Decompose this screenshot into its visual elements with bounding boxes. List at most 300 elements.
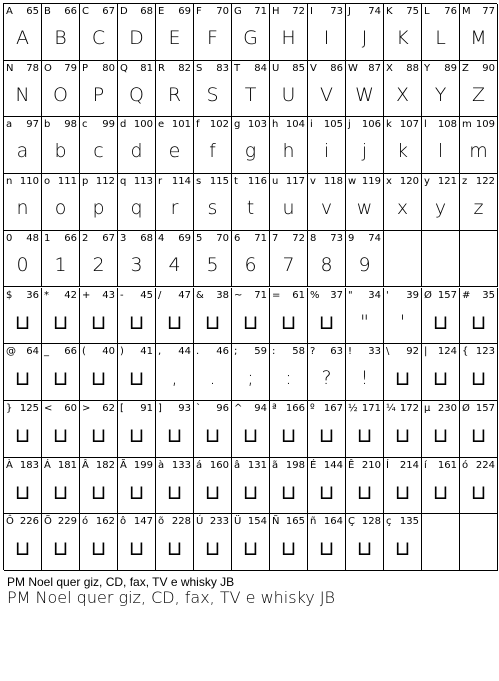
char-cell: [422, 174, 460, 231]
char-label: [386, 403, 419, 415]
char-label: [234, 233, 267, 245]
char-code: 41: [140, 346, 153, 358]
char-code: 76: [444, 6, 457, 17]
char-code: 109: [475, 119, 495, 131]
char-cell: [4, 4, 42, 61]
char-key: +: [82, 289, 91, 301]
char-glyph: g: [244, 140, 257, 163]
char-code: 107: [399, 119, 419, 131]
char-cell: [422, 288, 460, 345]
char-cell: [308, 514, 346, 571]
char-label: [196, 290, 229, 302]
char-glyph: E: [168, 27, 181, 49]
char-glyph: f: [209, 140, 216, 163]
char-label: [82, 403, 115, 415]
char-glyph: ⊔: [204, 422, 221, 447]
char-cell: [232, 117, 270, 174]
char-label: [196, 460, 229, 472]
char-glyph: I: [323, 27, 330, 49]
char-key: µ: [424, 402, 431, 414]
char-glyph: w: [356, 197, 373, 220]
char-cell: [308, 61, 346, 118]
char-key: F: [196, 6, 202, 17]
char-code: 61: [292, 289, 305, 301]
char-glyph: 7: [282, 253, 295, 276]
char-key: X: [386, 62, 393, 74]
char-key: Y: [424, 62, 431, 74]
char-key: Ú: [196, 516, 204, 528]
char-label: [310, 176, 343, 188]
char-cell: [460, 117, 498, 174]
char-cell: [194, 174, 232, 231]
char-glyph: R: [167, 83, 182, 106]
char-cell: [194, 514, 232, 571]
char-cell: [4, 458, 42, 515]
char-code: 133: [171, 459, 191, 471]
char-glyph: ⊔: [432, 309, 449, 334]
char-code: 99: [102, 119, 115, 131]
char-glyph: ?: [321, 367, 332, 390]
char-cell: [232, 401, 270, 458]
char-key: &: [196, 289, 204, 301]
char-code: 84: [254, 62, 267, 74]
char-key: Ê: [348, 459, 355, 471]
char-glyph: q: [130, 197, 143, 220]
char-label: [386, 233, 419, 245]
char-code: 214: [399, 459, 419, 471]
char-label: [120, 233, 153, 245]
char-code: 167: [323, 402, 343, 414]
char-key: Ã: [120, 459, 127, 471]
char-label: [348, 63, 381, 75]
char-glyph: [384, 248, 421, 282]
char-key: 6: [234, 232, 241, 244]
char-label: [272, 6, 305, 18]
char-label: [120, 346, 153, 358]
char-code: 79: [64, 62, 77, 74]
char-code: 75: [406, 6, 419, 17]
char-label: [234, 119, 267, 131]
char-label: [196, 119, 229, 131]
char-cell: [4, 401, 42, 458]
char-label: [6, 233, 39, 245]
char-label: [386, 6, 419, 18]
char-key: =: [272, 289, 281, 301]
char-cell: [422, 514, 460, 571]
char-key: q: [120, 176, 127, 188]
char-cell: [422, 117, 460, 174]
char-label: [82, 290, 115, 302]
char-code: 89: [444, 62, 457, 74]
char-key: É: [310, 459, 317, 471]
char-label: [6, 403, 39, 415]
char-code: 162: [95, 516, 115, 528]
char-key: H: [272, 6, 280, 17]
char-glyph: [460, 248, 497, 282]
char-key: Â: [82, 459, 89, 471]
char-key: 4: [158, 232, 165, 244]
char-glyph: ⊔: [470, 422, 487, 447]
char-code: 74: [368, 6, 381, 17]
char-glyph: N: [15, 83, 30, 106]
char-glyph: ⊔: [394, 366, 411, 391]
char-cell: [118, 117, 156, 174]
char-glyph: B: [54, 27, 67, 49]
char-code: 224: [475, 459, 495, 471]
char-code: 135: [399, 516, 419, 528]
char-code: 86: [330, 62, 343, 74]
char-glyph: ⊔: [128, 309, 145, 334]
char-cell: [156, 514, 194, 571]
char-key: a: [6, 119, 13, 131]
char-label: [424, 290, 457, 302]
char-key: S: [196, 62, 203, 74]
char-label: [272, 403, 305, 415]
char-key: f: [196, 119, 200, 131]
char-cell: [4, 61, 42, 118]
char-label: [234, 346, 267, 358]
char-glyph: L: [435, 27, 446, 49]
char-code: 229: [57, 516, 77, 528]
char-label: [424, 403, 457, 415]
char-cell: [346, 514, 384, 571]
char-code: 71: [254, 289, 267, 301]
char-label: [120, 516, 153, 528]
char-label: [348, 233, 381, 245]
char-label: [196, 346, 229, 358]
char-code: 34: [368, 289, 381, 301]
char-glyph: 3: [130, 253, 143, 276]
char-cell: [80, 117, 118, 174]
char-glyph: y: [434, 197, 447, 220]
char-key: G: [234, 6, 242, 17]
char-code: 43: [102, 289, 115, 301]
char-glyph: a: [16, 140, 29, 163]
char-key: b: [44, 119, 51, 131]
char-cell: [118, 231, 156, 288]
char-label: [82, 516, 115, 528]
char-cell: [384, 61, 422, 118]
char-cell: [270, 4, 308, 61]
char-label: [196, 6, 229, 18]
char-key: `: [196, 402, 201, 414]
char-key: d: [120, 119, 127, 131]
char-label: [158, 460, 191, 472]
char-code: 161: [437, 459, 457, 471]
char-glyph: ⊔: [470, 366, 487, 391]
char-code: 100: [133, 119, 153, 131]
char-key: x: [386, 176, 392, 188]
char-key: l: [424, 119, 427, 131]
char-cell: [156, 344, 194, 401]
char-label: [82, 346, 115, 358]
char-glyph: T: [244, 83, 257, 106]
char-glyph: ⊔: [14, 309, 31, 334]
char-glyph: :: [285, 367, 292, 390]
char-key: ç: [386, 516, 392, 528]
char-label: [196, 176, 229, 188]
char-key: Z: [462, 62, 469, 74]
char-cell: [270, 514, 308, 571]
char-cell: [42, 288, 80, 345]
char-code: 108: [437, 119, 457, 131]
char-code: 87: [368, 62, 381, 74]
char-code: 72: [292, 232, 305, 244]
char-glyph: .: [209, 367, 216, 390]
char-glyph: ': [399, 310, 406, 333]
char-label: [120, 63, 153, 75]
char-glyph: ⊔: [90, 422, 107, 447]
char-cell: [422, 458, 460, 515]
char-key: ;: [234, 346, 238, 358]
char-cell: [422, 61, 460, 118]
char-cell: [384, 231, 422, 288]
char-label: [82, 6, 115, 18]
char-label: [6, 63, 39, 75]
char-label: [462, 119, 495, 131]
char-code: 69: [178, 6, 191, 17]
char-key: I: [310, 6, 313, 17]
char-code: 74: [368, 232, 381, 244]
char-cell: [118, 174, 156, 231]
char-label: [272, 346, 305, 358]
char-label: [82, 63, 115, 75]
char-key: n: [6, 176, 13, 188]
char-glyph: D: [129, 27, 144, 49]
char-label: [424, 119, 457, 131]
char-key: 2: [82, 232, 89, 244]
char-cell: [118, 401, 156, 458]
char-code: 198: [285, 459, 305, 471]
char-key: t: [234, 176, 238, 188]
char-cell: [42, 458, 80, 515]
char-code: 123: [475, 346, 495, 358]
char-label: [44, 63, 77, 75]
char-glyph: c: [93, 140, 104, 163]
char-cell: [80, 231, 118, 288]
char-label: [272, 460, 305, 472]
char-cell: [346, 174, 384, 231]
char-code: 67: [102, 6, 115, 17]
char-label: [272, 516, 305, 528]
char-label: [234, 403, 267, 415]
char-code: 124: [437, 346, 457, 358]
char-label: [310, 516, 343, 528]
char-cell: [308, 4, 346, 61]
char-glyph: ⊔: [52, 309, 69, 334]
char-key: |: [424, 346, 428, 358]
char-cell: [460, 231, 498, 288]
char-key: \: [386, 346, 390, 358]
char-key: ^: [234, 402, 243, 414]
char-glyph: h: [282, 140, 295, 163]
char-label: [386, 460, 419, 472]
char-cell: [232, 514, 270, 571]
char-code: 90: [482, 62, 495, 74]
char-key: m: [462, 119, 472, 131]
char-label: [348, 119, 381, 131]
char-code: 210: [361, 459, 381, 471]
char-code: 66: [64, 232, 77, 244]
char-code: 66: [64, 346, 77, 358]
char-cell: [384, 514, 422, 571]
char-glyph: ⊔: [204, 309, 221, 334]
char-key: j: [348, 119, 351, 131]
char-glyph: Q: [129, 83, 144, 106]
char-label: [462, 290, 495, 302]
char-glyph: ⊔: [166, 536, 183, 561]
char-key: E: [158, 6, 165, 17]
char-cell: [232, 288, 270, 345]
char-cell: [346, 401, 384, 458]
char-code: 73: [330, 6, 343, 17]
char-glyph: ⊔: [166, 309, 183, 334]
char-code: 104: [285, 119, 305, 131]
char-key: 7: [272, 232, 279, 244]
char-key: ): [120, 346, 124, 358]
char-key: ª: [272, 402, 277, 414]
char-label: [44, 119, 77, 131]
char-glyph: ⊔: [14, 366, 31, 391]
char-label: [158, 516, 191, 528]
char-label: [386, 176, 419, 188]
char-code: 110: [19, 176, 39, 188]
char-glyph: O: [53, 83, 68, 106]
char-key: K: [386, 6, 393, 17]
char-code: 59: [254, 346, 267, 358]
char-code: 122: [475, 176, 495, 188]
char-label: [196, 403, 229, 415]
char-glyph: U: [281, 83, 296, 106]
char-code: 68: [140, 6, 153, 17]
char-code: 164: [323, 516, 343, 528]
char-glyph: P: [92, 83, 105, 106]
char-code: 157: [475, 402, 495, 414]
char-label: [44, 290, 77, 302]
char-label: [386, 346, 419, 358]
char-glyph: J: [361, 27, 368, 49]
char-key: [: [120, 402, 124, 414]
char-glyph: ⊔: [52, 422, 69, 447]
char-cell: [80, 344, 118, 401]
char-code: 114: [171, 176, 191, 188]
char-glyph: b: [54, 140, 67, 163]
char-cell: [4, 117, 42, 174]
char-glyph: j: [361, 140, 368, 163]
char-glyph: ⊔: [242, 309, 259, 334]
char-cell: [422, 401, 460, 458]
char-cell: [42, 4, 80, 61]
char-key: í: [424, 459, 427, 471]
char-glyph: ⊔: [318, 309, 335, 334]
char-glyph: ⊔: [128, 536, 145, 561]
char-code: 160: [209, 459, 229, 471]
char-key: º: [310, 402, 315, 414]
char-code: 73: [330, 232, 343, 244]
char-glyph: ⊔: [204, 536, 221, 561]
char-glyph: !: [360, 367, 369, 390]
char-label: [310, 460, 343, 472]
char-code: 103: [247, 119, 267, 131]
char-glyph: ⊔: [14, 536, 31, 561]
char-label: [348, 176, 381, 188]
char-label: [158, 63, 191, 75]
char-key: M: [462, 6, 471, 17]
char-cell: [422, 231, 460, 288]
char-key: e: [158, 119, 165, 131]
char-cell: [156, 458, 194, 515]
char-label: [424, 63, 457, 75]
char-glyph: ⊔: [356, 536, 373, 561]
char-glyph: t: [246, 197, 255, 220]
char-cell: [42, 344, 80, 401]
char-cell: [346, 231, 384, 288]
char-label: [120, 290, 153, 302]
char-cell: [80, 61, 118, 118]
char-key: ô: [120, 516, 127, 528]
char-code: 67: [102, 232, 115, 244]
char-label: [462, 6, 495, 18]
char-cell: [346, 117, 384, 174]
char-key: {: [462, 346, 469, 358]
char-glyph: ⊔: [242, 536, 259, 561]
char-glyph: ⊔: [280, 479, 297, 504]
char-glyph: ⊔: [128, 479, 145, 504]
char-cell: [194, 288, 232, 345]
char-cell: [308, 117, 346, 174]
char-label: [272, 176, 305, 188]
char-key: Õ: [44, 516, 52, 528]
char-label: [82, 176, 115, 188]
char-glyph: ⊔: [52, 536, 69, 561]
char-code: 199: [133, 459, 153, 471]
char-cell: [194, 401, 232, 458]
char-code: 48: [26, 232, 39, 244]
char-glyph: z: [473, 197, 484, 220]
char-key: ½: [348, 402, 358, 414]
char-cell: [156, 4, 194, 61]
char-code: 154: [247, 516, 267, 528]
char-glyph: ⊔: [90, 479, 107, 504]
char-glyph: ⊔: [356, 422, 373, 447]
char-glyph: ⊔: [166, 422, 183, 447]
char-label: [462, 460, 495, 472]
char-glyph: 4: [168, 253, 181, 276]
char-key: R: [158, 62, 165, 74]
char-label: [158, 290, 191, 302]
char-label: [120, 176, 153, 188]
char-key: Q: [120, 62, 128, 74]
char-cell: [232, 231, 270, 288]
char-glyph: o: [54, 197, 67, 220]
char-label: [44, 460, 77, 472]
char-cell: [346, 288, 384, 345]
char-key: à: [158, 459, 165, 471]
char-label: [158, 346, 191, 358]
char-cell: [270, 458, 308, 515]
char-glyph: ⊔: [242, 479, 259, 504]
char-code: 78: [26, 62, 39, 74]
char-cell: [384, 117, 422, 174]
char-label: [120, 6, 153, 18]
char-cell: [156, 174, 194, 231]
char-code: 80: [102, 62, 115, 74]
char-key: u: [272, 176, 279, 188]
char-glyph: ⊔: [52, 479, 69, 504]
char-cell: [4, 174, 42, 231]
char-label: [196, 63, 229, 75]
char-label: [120, 403, 153, 415]
